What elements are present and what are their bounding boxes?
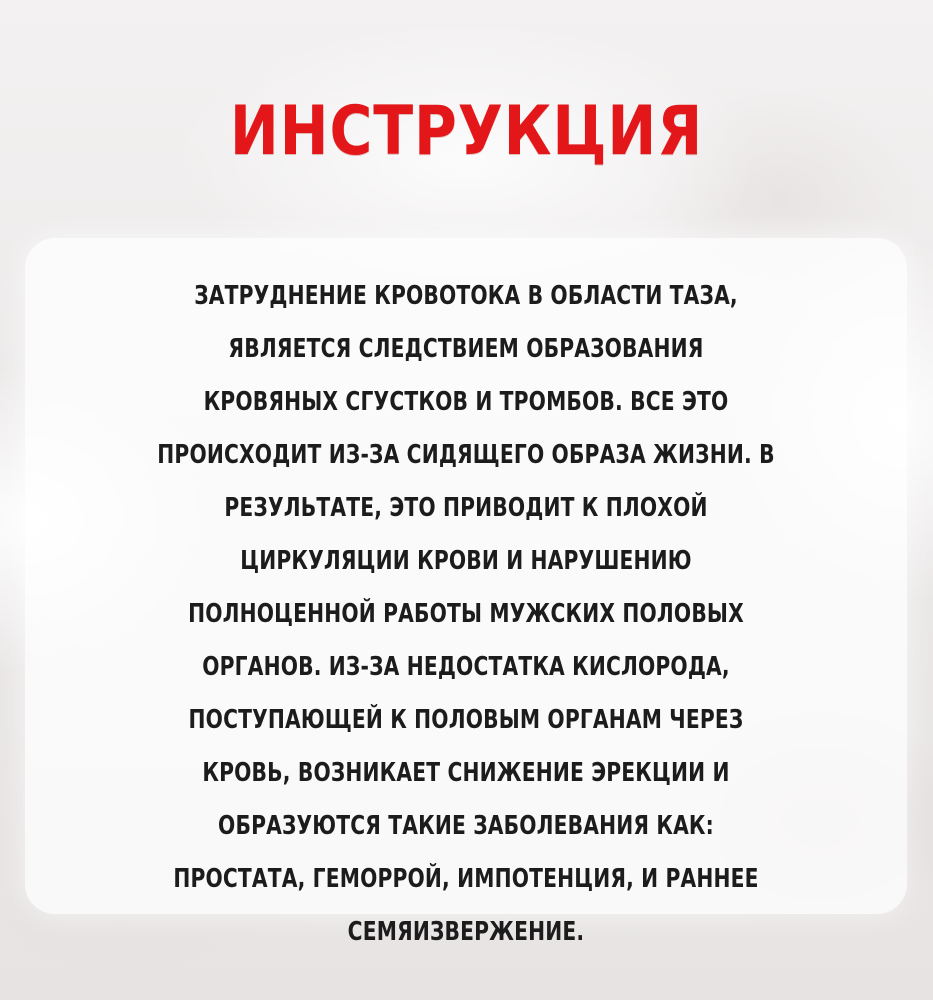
text-line-7: ПОЛНОЦЕННОЙ РАБОТЫ МУЖСКИХ ПОЛОВЫХ <box>188 599 744 629</box>
text-line-3: КРОВЯНЫХ СГУСТКОВ И ТРОМБОВ. ВСЕ ЭТО <box>203 387 729 417</box>
description-text <box>25 270 907 959</box>
text-line-6: ЦИРКУЛЯЦИИ КРОВИ И НАРУШЕНИЮ <box>240 546 692 576</box>
text-line-10: КРОВЬ, ВОЗНИКАЕТ СНИЖЕНИЕ ЭРЕКЦИИ И <box>202 758 730 788</box>
text-line-8: ОРГАНОВ. ИЗ-ЗА НЕДОСТАТКА КИСЛОРОДА, <box>202 652 730 682</box>
text-line-2: ЯВЛЯЕТСЯ СЛЕДСТВИЕМ ОБРАЗОВАНИЯ <box>228 334 704 364</box>
text-line-9: ПОСТУПАЮЩЕЙ К ПОЛОВЫМ ОРГАНАМ ЧЕРЕЗ <box>188 705 744 735</box>
text-line-12: ПРОСТАТА, ГЕМОРРОЙ, ИМПОТЕНЦИЯ, И РАННЕЕ <box>173 864 759 894</box>
text-line-13: СЕМЯИЗВЕРЖЕНИЕ. <box>347 917 585 947</box>
text-line-5: РЕЗУЛЬТАТЕ, ЭТО ПРИВОДИТ К ПЛОХОЙ <box>224 493 708 523</box>
text-line-4: ПРОИСХОДИТ ИЗ-ЗА СИДЯЩЕГО ОБРАЗА ЖИЗНИ. В <box>157 440 775 470</box>
page-title: ИНСТРУКЦИЯ <box>229 92 704 171</box>
text-line-11: ОБРАЗУЮТСЯ ТАКИЕ ЗАБОЛЕВАНИЯ КАК: <box>218 811 714 841</box>
text-line-1: ЗАТРУДНЕНИЕ КРОВОТОКА В ОБЛАСТИ ТАЗА, <box>194 281 738 311</box>
